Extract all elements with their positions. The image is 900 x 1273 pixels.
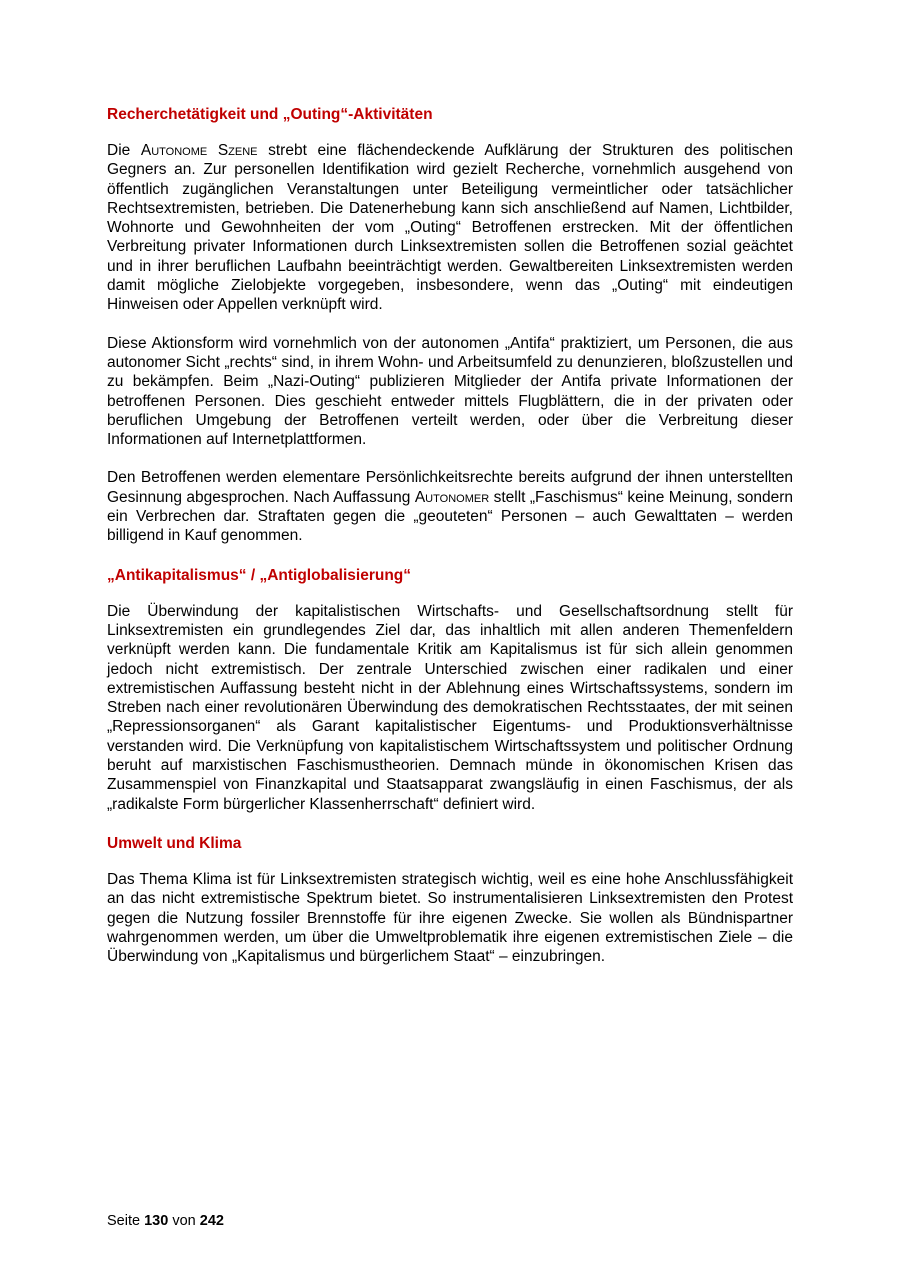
footer-total-pages: 242 [199,1213,224,1229]
small-caps-term: Autonome Szene [140,142,258,159]
footer-page-number: 130 [144,1213,169,1229]
paragraph-outing-3: Den Betroffenen werden elementare Persönlichkeitsrechte bereits aufgrund der ihnen unterstellten Gesinnung abgesprochen. Nach Auffassung Autonomer stellt „Faschismus“ keine Meinung, sondern ein Verbrechen dar. Straftaten gegen die „geouteten“ Personen – auch Gewalttaten – werden billigend in Kauf genommen. [107,469,793,545]
footer-middle: von [172,1213,196,1229]
small-caps-term: Autonomer [414,488,490,506]
page-footer [107,1211,224,1231]
section-heading-antikapitalismus: „Antikapitalismus“ / „Antiglobalisierung“ [107,566,412,584]
section-heading-outing: Recherchetätigkeit und „Outing“-Aktivitäten [107,106,433,123]
paragraph-umwelt-1: Das Thema Klima ist für Linksextremisten strategisch wichtig, weil es eine hohe Anschlussfähigkeit an das nicht extremistische Spektrum bietet. So instrumentalisieren Linksextremisten den Protest gegen die Nutzung fossiler Brennstoffe für ihre eigenen Zwecke. Sie wollen als Bündnispartner wahrgenommen werden, um über die Umweltproblematik ihre eigenen extremistischen Ziele – die Überwindung von „Kapitalismus und bürgerlichem Staat“ – einzubringen. [107,870,793,966]
footer-prefix: Seite [107,1213,141,1229]
paragraph-outing-1: Die Autonome Szene strebt eine flächendeckende Aufklärung der Strukturen des politischen Gegners an. Zur personellen Identifikation wird gezielt Recherche, vornehmlich ausgehend von öffentlich zugänglichen Veranstaltungen unter Beteiligung vermeintlicher oder tatsächlicher Rechtsextremisten, betrieben. Die Datenerhebung kann sich anschließend auf Namen, Lichtbilder, Wohnorte und Gewohnheiten der vom „Outing“ Betroffenen erstrecken. Mit der öffentlichen Verbreitung privater Informationen durch Linksextremisten sollen die Betroffenen sozial geächtet und in ihrer beruflichen Laufbahn beeinträchtigt werden. Gewaltbereiten Linksextremisten werden damit mögliche Zielobjekte vorgegeben, insbesondere, wenn das „Outing“ mit eindeutigen Hinweisen oder Appellen verknüpft wird. [107,142,793,314]
paragraph-outing-2: Diese Aktionsform wird vornehmlich von der autonomen „Antifa“ praktiziert, um Personen, die aus autonomer Sicht „rechts“ sind, in ihrem Wohn- und Arbeitsumfeld zu denunzieren, bloßzustellen und zu bekämpfen. Beim „Nazi-Outing“ publizieren Mitglieder der Antifa private Informationen der betroffenen Personen. Dies geschieht entweder mittels Flugblättern, die in der privaten oder beruflichen Umgebung der Betroffenen verteilt werden, oder über die Verbreitung dieser Informationen auf Internetplattformen. [107,334,793,449]
paragraph-antikapitalismus-1: Die Überwindung der kapitalistischen Wirtschafts- und Gesellschaftsordnung stellt für Linksextremisten ein grundlegendes Ziel dar, das inhaltlich mit allen anderen Themenfeldern verknüpft werden kann. Die fundamentale Kritik am Kapitalismus ist für sich allein genommen jedoch nicht extremistisch. Der zentrale Unterschied zwischen einer radikalen und einer extremistischen Auffassung besteht nicht in der Ablehnung eines Wirtschaftssystems, sondern im Streben nach einer revolutionären Überwindung des demokratischen Rechtsstaates, der mit seinen „Repressionsorganen“ als Garant kapitalistischer Eigentums- und Produktionsverhältnisse verstanden wird. Die Verknüpfung von kapitalistischem Wirtschaftssystem und politischer Ordnung beruht auf marxistischen Faschismustheorien. Demnach münde in ökonomischen Krisen das Zusammenspiel von Finanzkapital und Staatsapparat zwangsläufig in einen Faschismus, der als „radikalste Form bürgerlicher Klassenherrschaft“ definiert wird. [107,602,793,813]
document-body [107,104,793,966]
section-heading-umwelt: Umwelt und Klima [107,834,242,852]
